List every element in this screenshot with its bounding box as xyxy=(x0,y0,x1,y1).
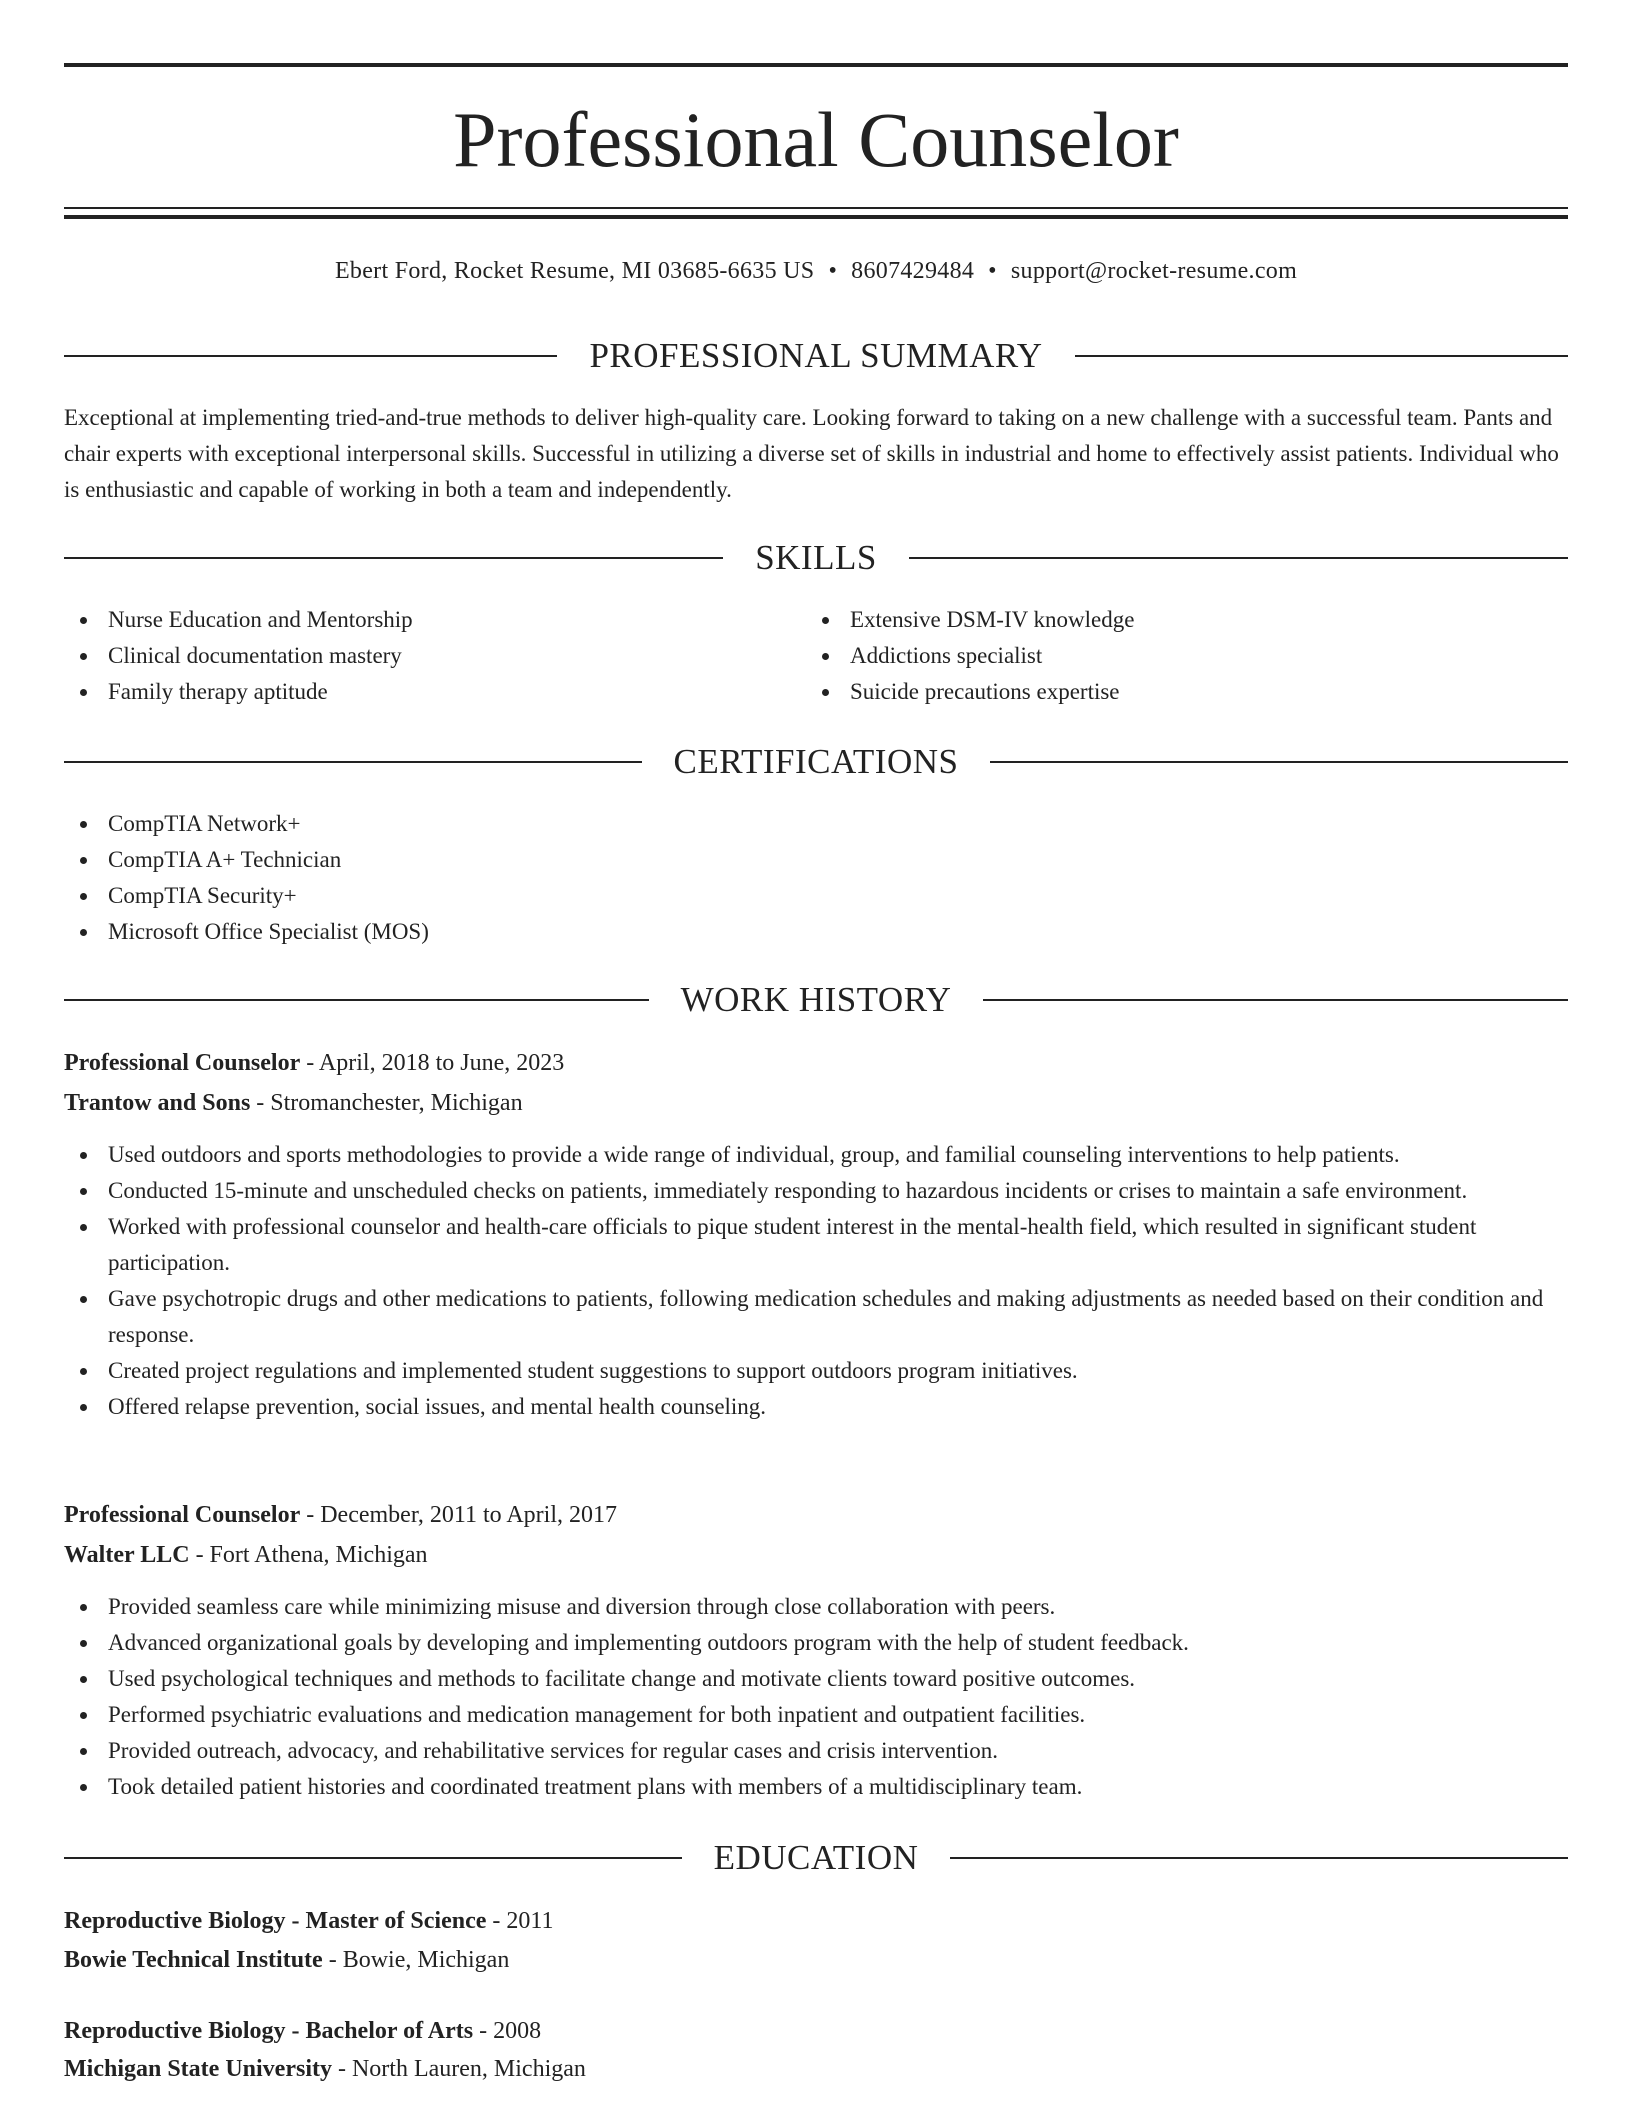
skills-list-right xyxy=(806,602,1566,710)
section-title: SKILLS xyxy=(755,538,877,577)
education-degree-line xyxy=(64,2011,1568,2051)
list-item: Suicide precautions expertise xyxy=(806,674,1566,710)
section-heading-certifications xyxy=(64,742,1568,782)
section-title: PROFESSIONAL SUMMARY xyxy=(589,336,1043,375)
job-location: - Fort Athena, Michigan xyxy=(189,1542,428,1568)
heading-rule xyxy=(990,761,1568,763)
heading-rule xyxy=(64,557,723,559)
heading-rule xyxy=(64,761,642,763)
section-title: CERTIFICATIONS xyxy=(673,742,959,781)
education-school-line xyxy=(64,1940,1568,1980)
job-title-line xyxy=(64,1495,1568,1535)
contact-separator: • xyxy=(988,258,997,284)
list-item: Provided seamless care while minimizing misuse and diversion through close collaboration with peers. xyxy=(64,1589,1568,1625)
resume-name: Professional Counselor xyxy=(453,96,1179,183)
list-item: Took detailed patient histories and coordinated treatment plans with members of a multidisciplinary team. xyxy=(64,1769,1568,1805)
heading-rule xyxy=(909,557,1568,559)
list-item: Provided outreach, advocacy, and rehabilitative services for regular cases and crisis intervention. xyxy=(64,1733,1568,1769)
job-dates: - December, 2011 to April, 2017 xyxy=(300,1502,617,1528)
section-heading-education xyxy=(64,1838,1568,1878)
job-company: Walter LLC xyxy=(64,1542,190,1568)
job-bullets xyxy=(64,1589,1568,1805)
list-item: CompTIA Security+ xyxy=(64,878,1568,914)
list-item: Nurse Education and Mentorship xyxy=(64,602,764,638)
education-location: - North Lauren, Michigan xyxy=(331,2056,586,2082)
education-year: - 2011 xyxy=(486,1908,554,1934)
job-title-line xyxy=(64,1043,1568,1083)
section-title: WORK HISTORY xyxy=(680,980,952,1019)
contact-separator: • xyxy=(828,258,838,284)
list-item: Offered relapse prevention, social issues, and mental health counseling. xyxy=(64,1389,1568,1425)
education-degree-line xyxy=(64,1901,1568,1941)
heading-rule xyxy=(64,999,649,1001)
job-title: Professional Counselor xyxy=(64,1502,301,1528)
list-item: Used psychological techniques and methods to facilitate change and motivate clients toward positive outcomes. xyxy=(64,1661,1568,1697)
certifications-list xyxy=(64,806,1568,950)
summary-text: Exceptional at implementing tried-and-true methods to deliver high-quality care. Looking forward to taking on a new challenge with a successful team. Pants and chair experts with exceptional interpersonal skills. Successful in utilizing a diverse set of skills in industrial and home to effectively assist patients. Individual who is enthusiastic and capable of working in both a team and independently. xyxy=(64,405,1559,502)
list-item: Worked with professional counselor and health-care officials to pique student interest in the mental-health field, which resulted in significant student participation. xyxy=(64,1209,1568,1281)
list-item: Performed psychiatric evaluations and medication management for both inpatient and outpatient facilities. xyxy=(64,1697,1568,1733)
list-item: Clinical documentation mastery xyxy=(64,638,764,674)
heading-rule xyxy=(64,1857,682,1859)
header-rule-upper xyxy=(64,207,1568,209)
job-location: - Stromanchester, Michigan xyxy=(250,1090,523,1116)
education-school: Bowie Technical Institute xyxy=(64,1947,323,1973)
education-location: - Bowie, Michigan xyxy=(322,1947,510,1973)
contact-address: Ebert Ford, Rocket Resume, MI 03685-6635 US xyxy=(334,258,815,284)
section-title: EDUCATION xyxy=(713,1838,919,1877)
heading-rule xyxy=(64,355,557,357)
header-rule-lower xyxy=(64,215,1568,219)
header-top-rule xyxy=(64,63,1568,67)
job-dates: - April, 2018 to June, 2023 xyxy=(300,1050,565,1076)
section-heading-work-history xyxy=(64,980,1568,1020)
list-item: Addictions specialist xyxy=(806,638,1566,674)
contact-phone: 8607429484 xyxy=(851,258,975,284)
list-item: Used outdoors and sports methodologies to provide a wide range of individual, group, and familial counseling interventions to help patients. xyxy=(64,1137,1568,1173)
education-year: - 2008 xyxy=(473,2018,542,2044)
section-heading-summary xyxy=(64,336,1568,376)
heading-rule xyxy=(950,1857,1568,1859)
heading-rule xyxy=(983,999,1568,1001)
education-school-line xyxy=(64,2049,1568,2089)
job-company-line xyxy=(64,1535,1568,1575)
list-item: Microsoft Office Specialist (MOS) xyxy=(64,914,1568,950)
list-item: Family therapy aptitude xyxy=(64,674,764,710)
job-title: Professional Counselor xyxy=(64,1050,301,1076)
contact-line xyxy=(64,256,1568,286)
list-item: Created project regulations and implemented student suggestions to support outdoors program initiatives. xyxy=(64,1353,1568,1389)
list-item: Conducted 15-minute and unscheduled checks on patients, immediately responding to hazardous incidents or crises to maintain a safe environment. xyxy=(64,1173,1568,1209)
list-item: Gave psychotropic drugs and other medications to patients, following medication schedules and making adjustments as needed based on their condition and response. xyxy=(64,1281,1568,1353)
job-company: Trantow and Sons xyxy=(64,1090,251,1116)
list-item: CompTIA A+ Technician xyxy=(64,842,1568,878)
heading-rule xyxy=(1075,355,1568,357)
job-bullets xyxy=(64,1137,1568,1425)
list-item: Extensive DSM-IV knowledge xyxy=(806,602,1566,638)
section-heading-skills xyxy=(64,538,1568,578)
education-school: Michigan State University xyxy=(64,2056,332,2082)
education-degree: Reproductive Biology - Bachelor of Arts xyxy=(64,2018,474,2044)
list-item: Advanced organizational goals by developing and implementing outdoors program with the help of student feedback. xyxy=(64,1625,1568,1661)
skills-list-left xyxy=(64,602,764,710)
contact-email: support@rocket-resume.com xyxy=(1010,258,1298,284)
education-degree: Reproductive Biology - Master of Science xyxy=(64,1908,487,1934)
list-item: CompTIA Network+ xyxy=(64,806,1568,842)
job-company-line xyxy=(64,1083,1568,1123)
